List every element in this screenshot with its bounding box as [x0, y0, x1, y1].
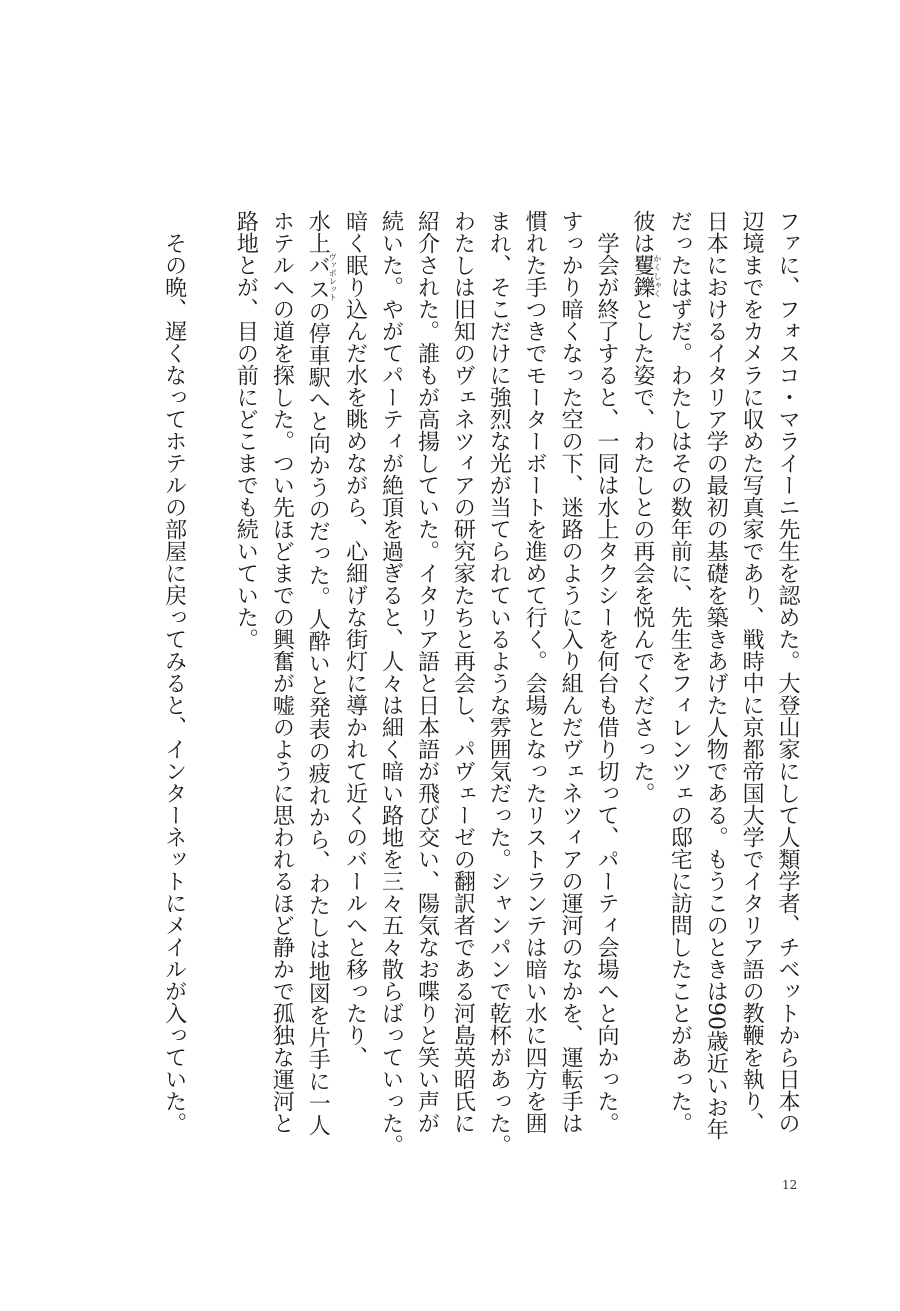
text-line: まれ、そこだけに強烈な光が当てられているような雰囲気だった。シャンパンで乾杯があった。 — [486, 210, 512, 1156]
text-line: 路地とが、目の前にどこまでも続いていた。 — [233, 210, 259, 650]
vertical-text-body — [161, 210, 805, 1156]
text-line: 日本におけるイタリア学の最初の基礎を築きあげた人物である。もうこのときは90歳近いお年 — [703, 210, 729, 1140]
text-line: すっかり暗くなった空の下、迷路のように入り組んだヴェネツィアの運河のなかを、運転手は — [558, 210, 584, 1134]
text-segment: 水上 — [305, 210, 331, 254]
text-line: ファに、フォスコ・マライーニ先生を認めた。大登山家にして人類学者、チベットから日本の — [775, 210, 800, 1134]
text-line: 暗く眠り込んだ水を眺めながら、心細げな街灯に導かれて近くのバールへと移ったり、 — [342, 210, 368, 1068]
ruby-base: バス — [305, 253, 331, 301]
text-line: だったはずだ。わたしはその数年前に、先生をフィレンツェの邸宅に訪問したことがあった。 — [667, 210, 693, 1134]
text-line: 慣れた手つきでモーターボートを進めて行く。会場となったリストランテは暗い水に四方を囲 — [522, 210, 548, 1134]
ruby-reading: ヴァポレット — [328, 253, 338, 301]
text-line: ホテルへの道を探した。つい先ほどまでの興奮が嘘のように思われるほど静かで孤独な運河と — [269, 210, 295, 1134]
text-line: わたしは旧知のヴェネツィアの研究家たちと再会し、パヴェーゼの翻訳者である河島英昭氏に — [450, 210, 476, 1134]
ruby-base: 矍鑠 — [629, 254, 655, 298]
text-line — [624, 210, 661, 1150]
ruby-word — [305, 253, 338, 301]
text-line: 辺境までをカメラに収めた写真家であり、戦時中に京都帝国大学でイタリア語の教鞭を執り、 — [739, 210, 765, 1134]
blank-line — [192, 210, 228, 1150]
ruby-reading: かくしゃく — [652, 254, 662, 298]
text-line — [299, 210, 336, 1150]
text-line: 学会が終了すると、一同は水上タクシーを何台も借り切って、パーティ会場へと向かった。 — [593, 232, 619, 1134]
ruby-word — [629, 254, 662, 298]
page-number: 12 — [782, 1178, 798, 1192]
text-line: その晩、遅くなってホテルの部屋に戻ってみると、インターネットにメイルが入っていた。 — [161, 232, 187, 1134]
text-segment: とした姿で、わたしとの再会を悦んでくださった。 — [629, 298, 655, 804]
text-segment: 彼は — [629, 210, 655, 254]
text-line: 続いた。やがてパーティが絶頂を過ぎると、人々は細く暗い路地を三々五々散らばっていった。 — [378, 210, 404, 1156]
text-line: 紹介された。誰もが高揚していた。イタリア語と日本語が飛び交い、陽気なお喋りと笑い声が — [414, 210, 440, 1134]
text-segment: の停車駅へと向かうのだった。人酔いと発表の疲れから、わたしは地図を片手に一人 — [305, 300, 331, 1136]
